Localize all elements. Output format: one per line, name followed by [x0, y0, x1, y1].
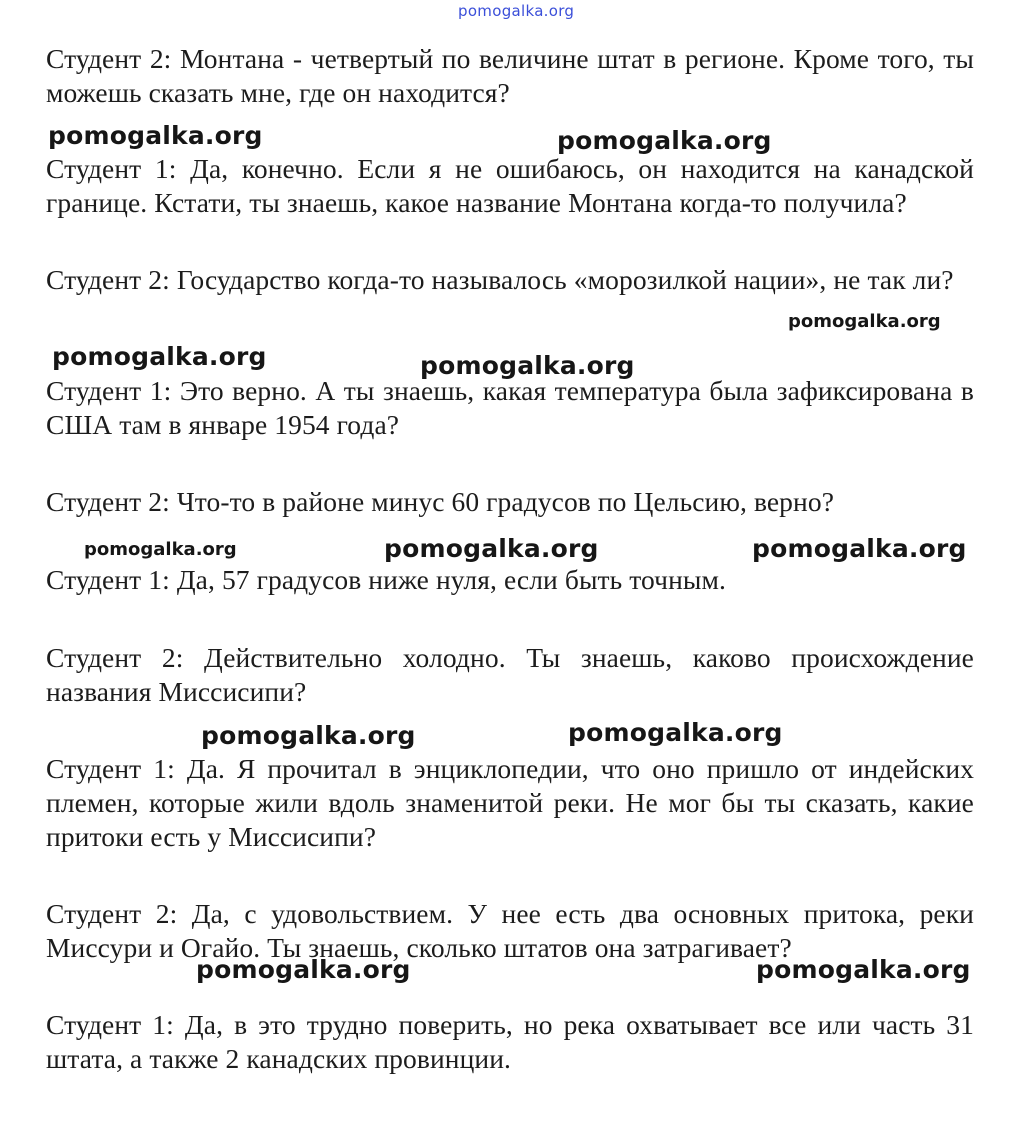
dialogue-line: Студент 1: Да, в это трудно поверить, но река охватывает все или часть 31 штата, а также 2 канадских провинции.	[46, 1009, 974, 1074]
watermark: pomogalka.org	[384, 534, 599, 563]
dialogue-line: Студент 1: Да. Я прочитал в энциклопедии, что оно пришло от индейских племен, которые жили вдоль знаменитой реки. Не мог бы ты сказать, какие притоки есть у Миссисипи?	[46, 753, 974, 852]
watermark: pomogalka.org	[756, 955, 971, 984]
watermark: pomogalka.org	[752, 534, 967, 563]
dialogue-line: Студент 2: Да, с удовольствием. У нее есть два основных притока, реки Миссури и Огайо. Ты знаешь, сколько штатов она затрагивает?	[46, 898, 974, 963]
dialogue-line: Студент 2: Что-то в районе минус 60 градусов по Цельсию, верно?	[46, 486, 834, 517]
dialogue-line: Студент 1: Да, конечно. Если я не ошибаюсь, он находится на канадской границе. Кстати, ты знаешь, какое название Монтана когда-то получила?	[46, 153, 974, 218]
watermark: pomogalka.org	[568, 718, 783, 747]
watermark: pomogalka.org	[420, 351, 635, 380]
watermark: pomogalka.org	[52, 342, 267, 371]
watermark: pomogalka.org	[48, 121, 263, 150]
dialogue-line: Студент 2: Действительно холодно. Ты знаешь, каково происхождение названия Миссисипи?	[46, 642, 974, 707]
watermark: pomogalka.org	[201, 721, 416, 750]
watermark: pomogalka.org	[788, 311, 941, 332]
watermark: pomogalka.org	[557, 126, 772, 155]
dialogue-line: Студент 1: Да, 57 градусов ниже нуля, если быть точным.	[46, 564, 726, 595]
header-watermark: pomogalka.org	[458, 2, 575, 20]
dialogue-line: Студент 2: Государство когда-то называлось «морозилкой нации», не так ли?	[46, 264, 954, 295]
watermark: pomogalka.org	[196, 955, 411, 984]
dialogue-line: Студент 1: Это верно. А ты знаешь, какая температура была зафиксирована в США там в январе 1954 года?	[46, 375, 974, 440]
watermark: pomogalka.org	[84, 539, 237, 560]
dialogue-line: Студент 2: Монтана - четвертый по величине штат в регионе. Кроме того, ты можешь сказать мне, где он находится?	[46, 43, 974, 108]
